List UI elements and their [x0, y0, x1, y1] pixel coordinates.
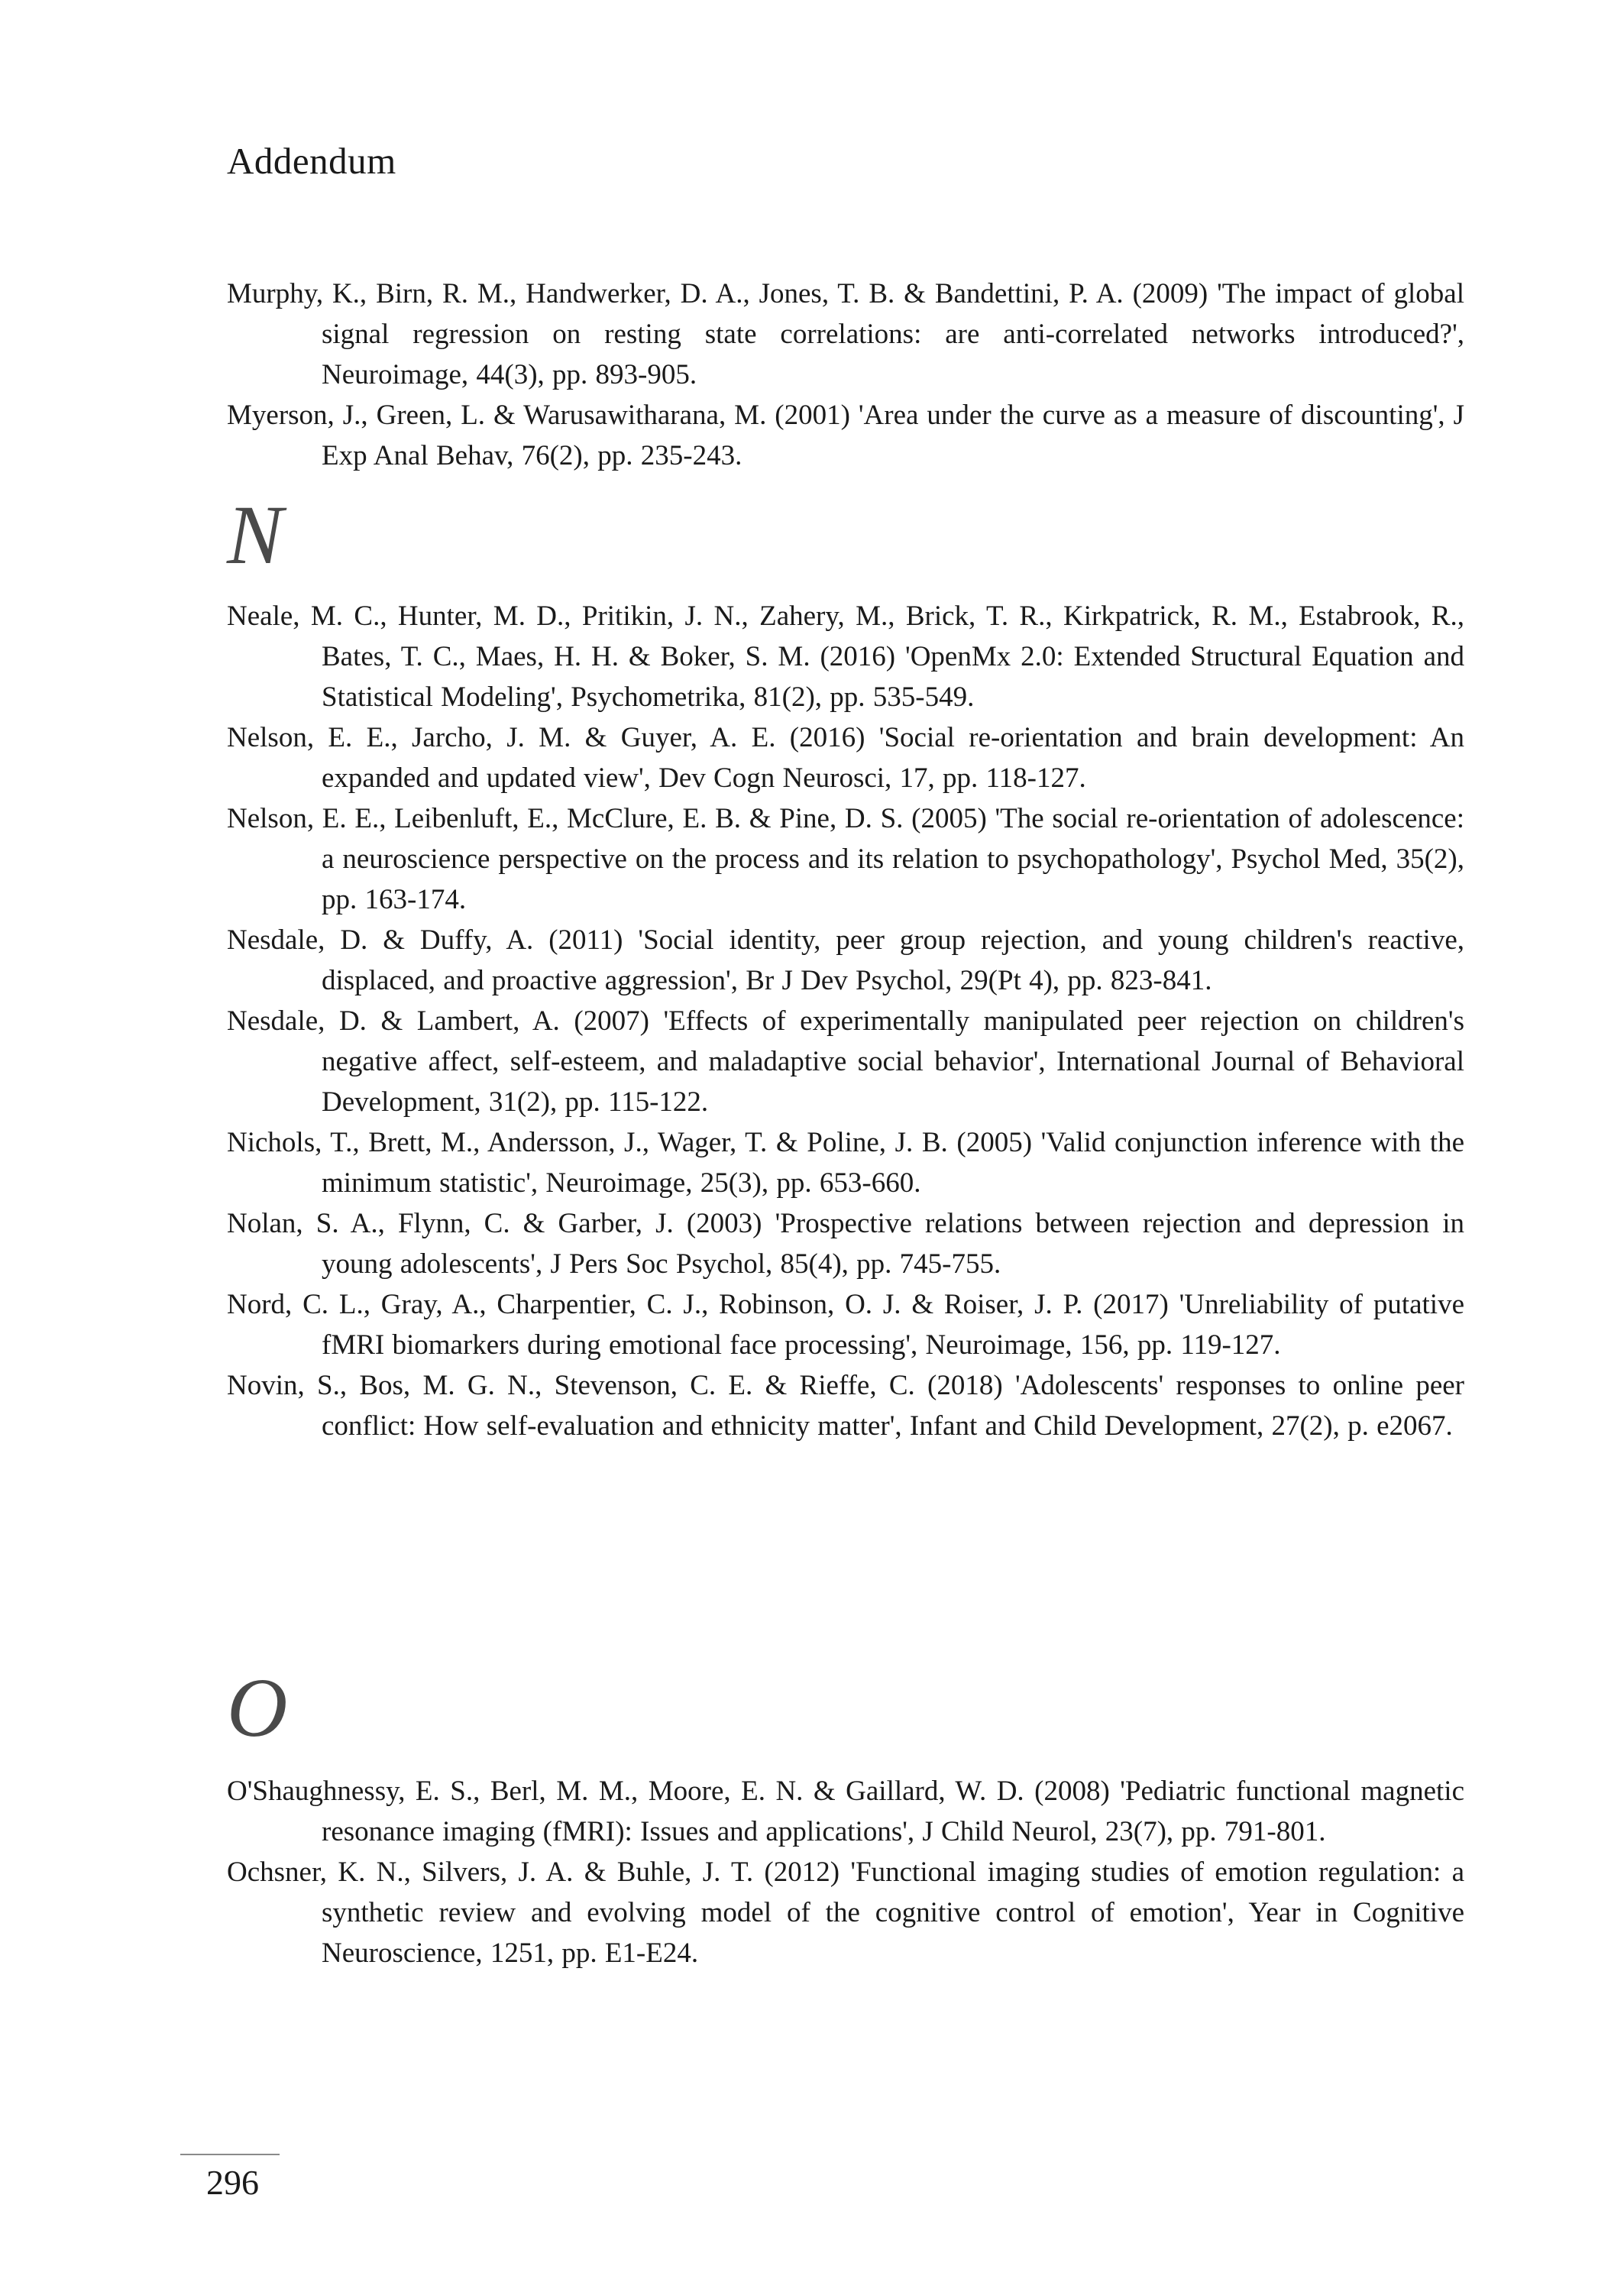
reference-entry: Nelson, E. E., Jarcho, J. M. & Guyer, A. E. (2016) 'Social re-orientation and brain development: An expanded and updated view', Dev Cogn Neurosci, 17, pp. 118-127.	[227, 722, 1464, 794]
reference-entry: Nichols, T., Brett, M., Andersson, J., Wager, T. & Poline, J. B. (2005) 'Valid conjunction inference with the minimum statistic', Neuroimage, 25(3), pp. 653-660.	[227, 1127, 1464, 1199]
reference-group-m	[227, 274, 1464, 476]
reference-entry: Neale, M. C., Hunter, M. D., Pritikin, J. N., Zahery, M., Brick, T. R., Kirkpatrick, R. M., Estabrook, R., Bates, T. C., Maes, H. H. & Boker, S. M. (2016) 'OpenMx 2.0: Extended Structural Equation and Statistical Modeling', Psychometrika, 81(2), pp. 535-549.	[227, 601, 1464, 713]
section-letter-o: O	[227, 1661, 288, 1754]
reference-group-o	[227, 1771, 1464, 1973]
reference-entry: Nolan, S. A., Flynn, C. & Garber, J. (2003) 'Prospective relations between rejection and depression in young adolescents', J Pers Soc Psychol, 85(4), pp. 745-755.	[227, 1208, 1464, 1280]
page-number: 296	[206, 2163, 259, 2202]
reference-entry: Nord, C. L., Gray, A., Charpentier, C. J., Robinson, O. J. & Roiser, J. P. (2017) 'Unreliability of putative fMRI biomarkers during emotional face processing', Neuroimage, 156, pp. 119-127.	[227, 1289, 1464, 1361]
reference-entry: Ochsner, K. N., Silvers, J. A. & Buhle, J. T. (2012) 'Functional imaging studies of emotion regulation: a synthetic review and evolving model of the cognitive control of emotion', Year in Cognitive Neuroscience, 1251, pp. E1-E24.	[227, 1857, 1464, 1969]
reference-entry: Myerson, J., Green, L. & Warusawitharana, M. (2001) 'Area under the curve as a measure of discounting', J Exp Anal Behav, 76(2), pp. 235-243.	[227, 400, 1464, 471]
reference-entry: Nelson, E. E., Leibenluft, E., McClure, E. B. & Pine, D. S. (2005) 'The social re-orientation of adolescence: a neuroscience perspective on the process and its relation to psychopathology', Psychol Med, 35(2), pp. 163-174.	[227, 803, 1464, 915]
reference-entry: Nesdale, D. & Duffy, A. (2011) 'Social identity, peer group rejection, and young children's reactive, displaced, and proactive aggression', Br J Dev Psychol, 29(Pt 4), pp. 823-841.	[227, 924, 1464, 996]
reference-entry: O'Shaughnessy, E. S., Berl, M. M., Moore, E. N. & Gaillard, W. D. (2008) 'Pediatric functional magnetic resonance imaging (fMRI): Issues and applications', J Child Neurol, 23(7), pp. 791-801.	[227, 1776, 1464, 1847]
reference-entry: Murphy, K., Birn, R. M., Handwerker, D. A., Jones, T. B. & Bandettini, P. A. (2009) 'The impact of global signal regression on resting state correlations: are anti-correlated networks introduced?', Neuroimage, 44(3), pp. 893-905.	[227, 278, 1464, 390]
section-letter-n: N	[227, 488, 283, 581]
reference-entry: Nesdale, D. & Lambert, A. (2007) 'Effects of experimentally manipulated peer rejection on children's negative affect, self-esteem, and maladaptive social behavior', International Journal of Behavioral Development, 31(2), pp. 115-122.	[227, 1005, 1464, 1118]
page-title: Addendum	[227, 140, 396, 182]
reference-entry: Novin, S., Bos, M. G. N., Stevenson, C. E. & Rieffe, C. (2018) 'Adolescents' responses to online peer conflict: How self-evaluation and ethnicity matter', Infant and Child Development, 27(2), p. e2067.	[227, 1370, 1464, 1442]
reference-group-n	[227, 596, 1464, 1446]
footer-rule	[180, 2154, 280, 2155]
